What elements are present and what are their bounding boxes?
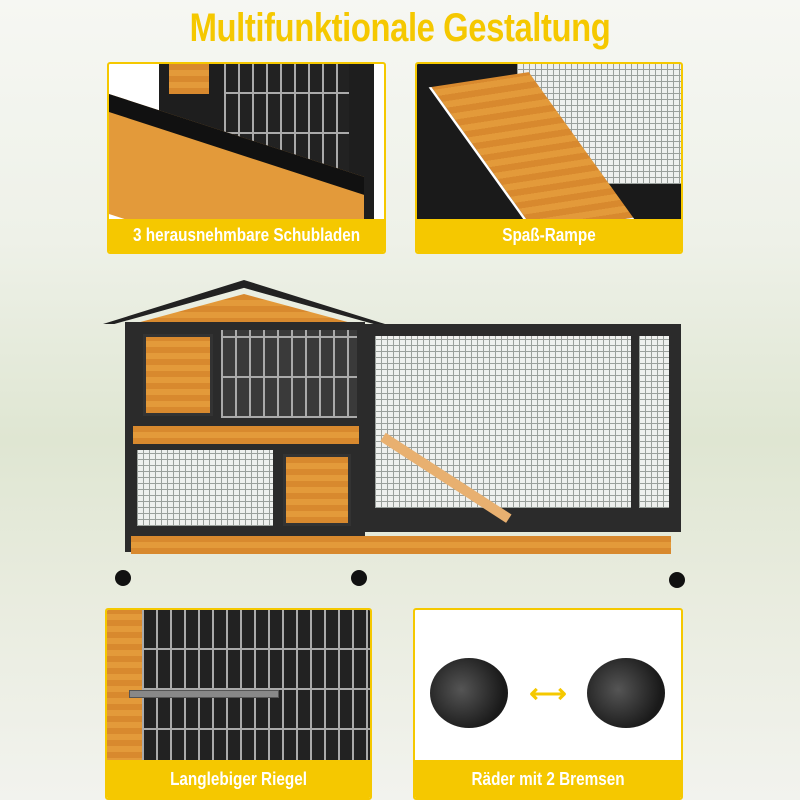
feature-panel-wheels: [413, 608, 683, 800]
page-title: Multifunktionale Gestaltung: [189, 6, 611, 50]
wheel-brake-image: [587, 658, 665, 728]
feature-panel-drawers: [107, 62, 386, 254]
wood-panel-image: [169, 64, 209, 94]
feature-label: Langlebiger Riegel: [107, 760, 370, 798]
feature-label: Spaß-Rampe: [417, 219, 681, 252]
latch-bolt-image: [129, 690, 279, 698]
feature-panel-ramp: [415, 62, 683, 254]
feature-label: Räder mit 2 Bremsen: [415, 760, 681, 798]
feature-label: 3 herausnehmbare Schubladen: [109, 219, 384, 252]
feature-panel-latch: [105, 608, 372, 800]
wheel-image: [430, 658, 508, 728]
rabbit-hutch-image: [103, 272, 683, 592]
double-arrow-icon: ⟷: [529, 678, 567, 708]
